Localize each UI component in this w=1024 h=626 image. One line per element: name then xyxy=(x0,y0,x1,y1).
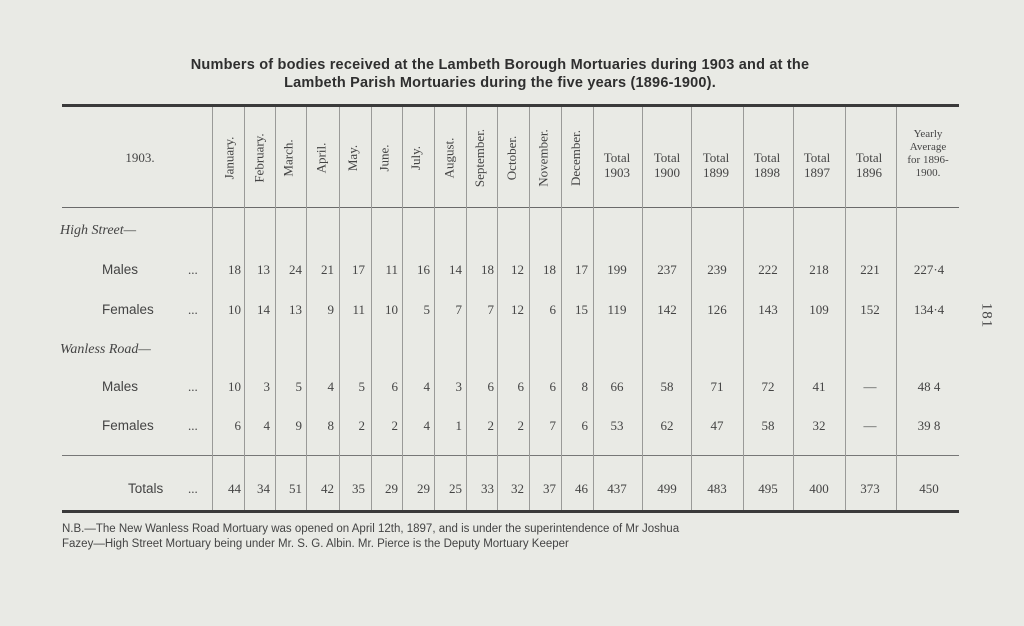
month-cell: 4 xyxy=(423,418,430,433)
month-cell: 17 xyxy=(575,262,588,277)
month-cell: 18 xyxy=(481,262,494,277)
month-cell: 2 xyxy=(517,418,524,433)
month-cell: 29 xyxy=(385,481,398,496)
section-wanless-road: Wanless Road— xyxy=(60,342,151,357)
month-cell: 35 xyxy=(352,481,365,496)
total-cell: 199 xyxy=(607,262,627,277)
month-cell: 2 xyxy=(391,418,398,433)
month-cell: 32 xyxy=(511,481,524,496)
header-total-1896: Total 1896 xyxy=(855,150,883,180)
total-cell: 109 xyxy=(809,302,829,317)
title-line-1: Numbers of bodies received at the Lambeth Borough Mortuaries during 1903 and at the xyxy=(190,57,810,73)
month-cell: 6 xyxy=(517,379,524,394)
average-cell: 39 8 xyxy=(917,418,941,433)
total-cell: 62 xyxy=(660,418,674,433)
total-cell: 222 xyxy=(758,262,778,277)
month-cell: 18 xyxy=(543,262,556,277)
header-total-1899: Total 1899 xyxy=(702,150,730,180)
month-cell: 1 xyxy=(455,418,462,433)
total-cell: 47 xyxy=(710,418,724,433)
header-rule xyxy=(62,207,959,208)
total-cell: 152 xyxy=(860,302,880,317)
month-cell: 21 xyxy=(321,262,334,277)
header-month-march: March. xyxy=(281,139,296,177)
month-cell: 6 xyxy=(234,418,241,433)
month-cell: 7 xyxy=(549,418,556,433)
header-month-may: May. xyxy=(345,144,360,172)
average-cell: 134·4 xyxy=(913,302,945,317)
month-cell: 11 xyxy=(352,302,365,317)
month-cell: 5 xyxy=(423,302,430,317)
month-cell: 33 xyxy=(481,481,494,496)
month-cell: 6 xyxy=(487,379,494,394)
month-cell: 25 xyxy=(449,481,462,496)
month-cell: 15 xyxy=(575,302,588,317)
month-cell: 10 xyxy=(228,379,241,394)
total-cell: 483 xyxy=(707,481,727,496)
month-cell: 2 xyxy=(358,418,365,433)
month-cell: 4 xyxy=(263,418,270,433)
month-cell: 5 xyxy=(295,379,302,394)
row-label-wr-females: Females xyxy=(102,418,154,433)
row-label-hs-males: Males xyxy=(102,262,139,277)
total-cell: 143 xyxy=(758,302,778,317)
bottom-rule xyxy=(62,510,959,513)
month-cell: 37 xyxy=(543,481,556,496)
title-line-2: Lambeth Parish Mortuaries during the five years (1896-1900). xyxy=(284,75,716,91)
header-month-june: June. xyxy=(377,144,392,172)
total-cell: — xyxy=(863,418,877,433)
total-cell: — xyxy=(863,379,877,394)
header-total-1903: Total 1903 xyxy=(603,150,631,180)
month-cell: 8 xyxy=(581,379,588,394)
total-cell: 237 xyxy=(657,262,677,277)
month-cell: 34 xyxy=(257,481,270,496)
month-cell: 7 xyxy=(487,302,494,317)
header-year: 1903. xyxy=(125,150,155,165)
month-cell: 6 xyxy=(581,418,588,433)
month-cell: 10 xyxy=(228,302,241,317)
total-cell: 41 xyxy=(812,379,826,394)
row-dots: ... xyxy=(188,262,198,277)
header-month-april: April. xyxy=(313,142,329,174)
header-month-august: August. xyxy=(441,137,456,179)
footnote-line-2: Fazey—High Street Mortuary being under Mr. S. G. Albin. Mr. Pierce is the Deputy Mortuary Keeper xyxy=(62,538,569,550)
month-cell: 13 xyxy=(257,262,270,277)
row-label-wr-males: Males xyxy=(102,379,139,394)
month-cell: 46 xyxy=(575,481,588,496)
total-cell: 58 xyxy=(761,418,775,433)
total-cell: 221 xyxy=(860,262,880,277)
row-dots: ... xyxy=(188,302,198,317)
month-cell: 8 xyxy=(327,418,334,433)
header-month-july: July. xyxy=(407,145,423,171)
total-cell: 499 xyxy=(657,481,677,496)
total-cell: 71 xyxy=(710,379,724,394)
month-cell: 44 xyxy=(228,481,241,496)
column-divider xyxy=(896,107,897,510)
month-cell: 14 xyxy=(449,262,462,277)
section-high-street: High Street— xyxy=(60,223,137,238)
month-cell: 13 xyxy=(289,302,302,317)
total-cell: 53 xyxy=(610,418,624,433)
row-dots: ... xyxy=(188,418,198,433)
average-cell: 227·4 xyxy=(913,262,945,277)
row-label-totals: Totals xyxy=(128,481,164,496)
total-cell: 58 xyxy=(660,379,674,394)
column-divider xyxy=(642,107,643,510)
total-cell: 495 xyxy=(758,481,778,496)
month-cell: 29 xyxy=(417,481,430,496)
total-cell: 437 xyxy=(607,481,627,496)
header-yearly-average: Yearly Average for 1896- 1900. xyxy=(907,128,949,179)
row-label-hs-females: Females xyxy=(102,302,154,317)
total-cell: 72 xyxy=(761,379,775,394)
header-month-february: February. xyxy=(252,133,267,183)
row-dots: ... xyxy=(188,481,198,496)
month-cell: 9 xyxy=(295,418,302,433)
total-cell: 119 xyxy=(607,302,627,317)
month-cell: 5 xyxy=(358,379,365,394)
header-total-1898: Total 1898 xyxy=(753,150,781,180)
month-cell: 10 xyxy=(385,302,398,317)
total-cell: 32 xyxy=(812,418,826,433)
total-cell: 400 xyxy=(809,481,829,496)
month-cell: 11 xyxy=(385,262,398,277)
header-month-january: January. xyxy=(221,136,236,180)
month-cell: 7 xyxy=(455,302,462,317)
month-cell: 51 xyxy=(289,481,302,496)
total-cell: 218 xyxy=(809,262,829,277)
month-cell: 14 xyxy=(257,302,270,317)
month-cell: 6 xyxy=(549,302,556,317)
footnote xyxy=(62,522,962,552)
month-cell: 9 xyxy=(327,302,334,317)
month-cell: 4 xyxy=(423,379,430,394)
month-cell: 42 xyxy=(321,481,334,496)
table-title xyxy=(100,56,900,92)
average-cell: 450 xyxy=(919,481,939,496)
page-number: 181 xyxy=(978,302,995,328)
total-cell: 126 xyxy=(707,302,727,317)
average-cell: 48 4 xyxy=(917,379,941,394)
top-rule xyxy=(62,104,959,107)
month-cell: 6 xyxy=(391,379,398,394)
header-month-october: October. xyxy=(504,135,519,181)
month-cell: 3 xyxy=(455,379,462,394)
header-total-1897: Total 1897 xyxy=(803,150,831,180)
totals-rule xyxy=(62,455,959,456)
header-month-december: December. xyxy=(568,130,584,186)
footnote-line-1: N.B.—The New Wanless Road Mortuary was opened on April 12th, 1897, and is under the superintendence of Mr Joshua xyxy=(62,523,680,535)
row-dots: ... xyxy=(188,379,198,394)
month-cell: 18 xyxy=(228,262,241,277)
month-cell: 17 xyxy=(352,262,365,277)
month-cell: 6 xyxy=(549,379,556,394)
month-cell: 24 xyxy=(289,262,302,277)
total-cell: 142 xyxy=(657,302,677,317)
total-cell: 66 xyxy=(610,379,624,394)
month-cell: 12 xyxy=(511,262,524,277)
header-month-september: September. xyxy=(472,128,488,188)
month-cell: 12 xyxy=(511,302,524,317)
total-cell: 239 xyxy=(707,262,727,277)
month-cell: 3 xyxy=(263,379,270,394)
column-divider xyxy=(691,107,692,510)
month-cell: 4 xyxy=(327,379,334,394)
header-total-1900: Total 1900 xyxy=(653,150,681,180)
month-cell: 16 xyxy=(417,262,430,277)
month-cell: 2 xyxy=(487,418,494,433)
header-month-november: November. xyxy=(536,129,551,187)
total-cell: 373 xyxy=(860,481,880,496)
